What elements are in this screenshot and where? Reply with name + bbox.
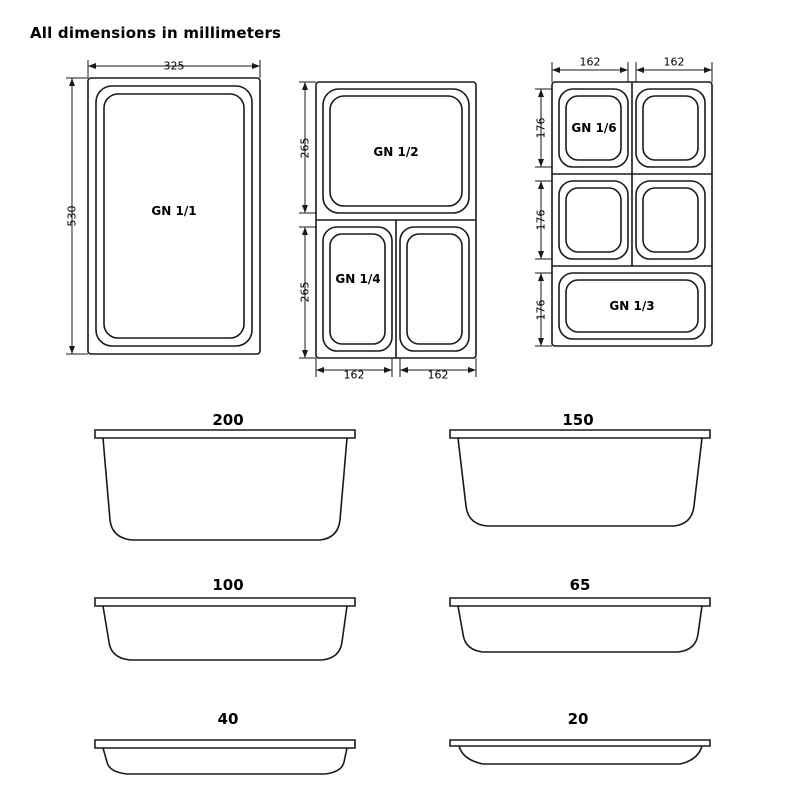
dim-gn-1-4-height: 265 bbox=[298, 281, 312, 303]
dim-row-2-height: 176 bbox=[534, 209, 548, 231]
dim-gn-1-1-height: 530 bbox=[65, 205, 79, 227]
page-title: All dimensions in millimeters bbox=[30, 24, 282, 42]
depth-label-20: 20 bbox=[567, 710, 589, 728]
depth-label-40: 40 bbox=[217, 710, 239, 728]
depth-label-65: 65 bbox=[569, 576, 591, 594]
dim-gn-1-6-width-left: 162 bbox=[579, 55, 601, 69]
dim-gn-1-4-width-right: 162 bbox=[427, 368, 449, 382]
dim-gn-1-1-width: 325 bbox=[163, 59, 185, 73]
depth-label-200: 200 bbox=[212, 411, 244, 429]
dim-row-1-height: 176 bbox=[534, 117, 548, 139]
depth-label-150: 150 bbox=[562, 411, 594, 429]
depth-profile-150 bbox=[450, 430, 710, 526]
dim-gn-1-6-width-right: 162 bbox=[663, 55, 685, 69]
label-gn-1-6: GN 1/6 bbox=[571, 121, 617, 135]
depth-profile-100 bbox=[95, 598, 355, 660]
dim-gn-1-2-height: 265 bbox=[298, 137, 312, 159]
label-gn-1-3: GN 1/3 bbox=[609, 299, 655, 313]
depth-label-100: 100 bbox=[212, 576, 244, 594]
dim-row-3-height: 176 bbox=[534, 299, 548, 321]
label-gn-1-2: GN 1/2 bbox=[373, 145, 419, 159]
depth-profile-65 bbox=[450, 598, 710, 652]
depth-profile-200 bbox=[95, 430, 355, 540]
depth-profile-20 bbox=[450, 740, 710, 764]
gn-1-2-1-4-diagram bbox=[299, 82, 476, 377]
dim-gn-1-4-width-left: 162 bbox=[343, 368, 365, 382]
depth-profile-40 bbox=[95, 740, 355, 774]
label-gn-1-4: GN 1/4 bbox=[335, 272, 381, 286]
label-gn-1-1: GN 1/1 bbox=[151, 204, 197, 218]
